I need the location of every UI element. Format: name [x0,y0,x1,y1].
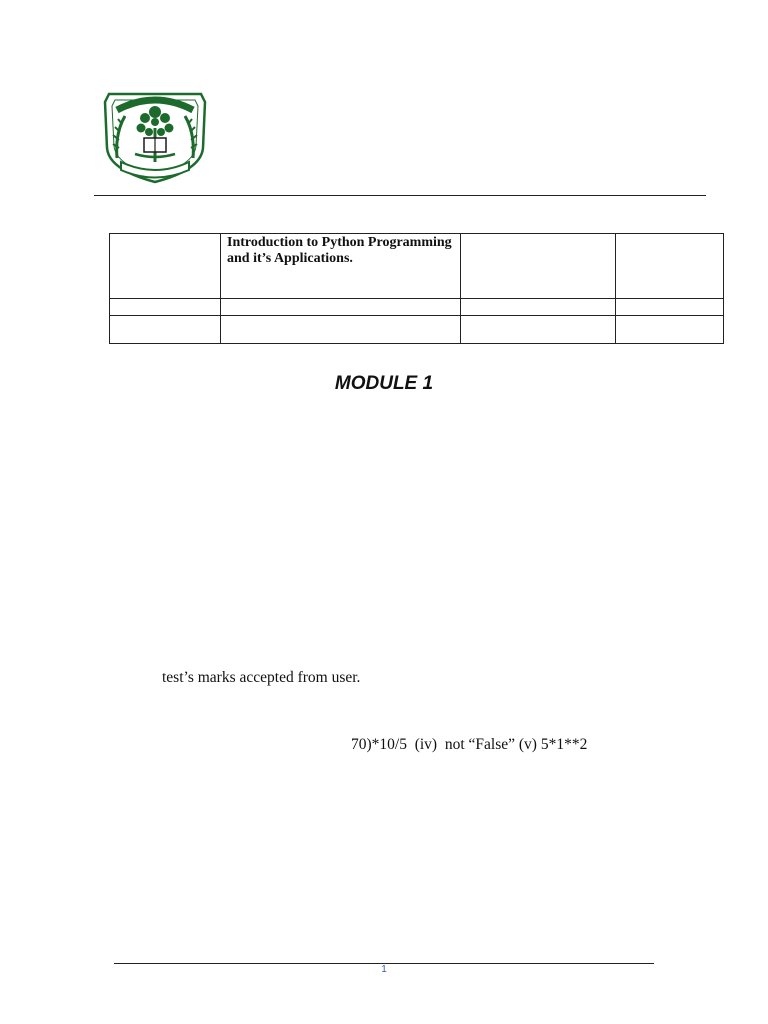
table-cell [461,316,616,344]
course-title-cell: Introduction to Python Programming and it’s Applications. [221,234,461,299]
table-row [110,234,724,299]
table-cell [616,299,724,316]
table-cell [110,316,221,344]
table-cell [221,299,461,316]
page-number: 1 [381,964,387,975]
table-cell [221,316,461,344]
institute-logo [101,88,209,184]
header-rule [94,195,706,196]
table-row [110,316,724,344]
table-cell [616,234,724,299]
table-cell [461,234,616,299]
table-row [110,299,724,316]
table-cell [461,299,616,316]
expression-text-line: 70)*10/5 (iv) not “False” (v) 5*1**2 [351,736,588,753]
table-cell [616,316,724,344]
table-cell [110,234,221,299]
course-info-table [109,233,724,344]
table-cell [110,299,221,316]
question-text-line: test’s marks accepted from user. [162,669,361,686]
module-heading: MODULE 1 [334,373,434,394]
